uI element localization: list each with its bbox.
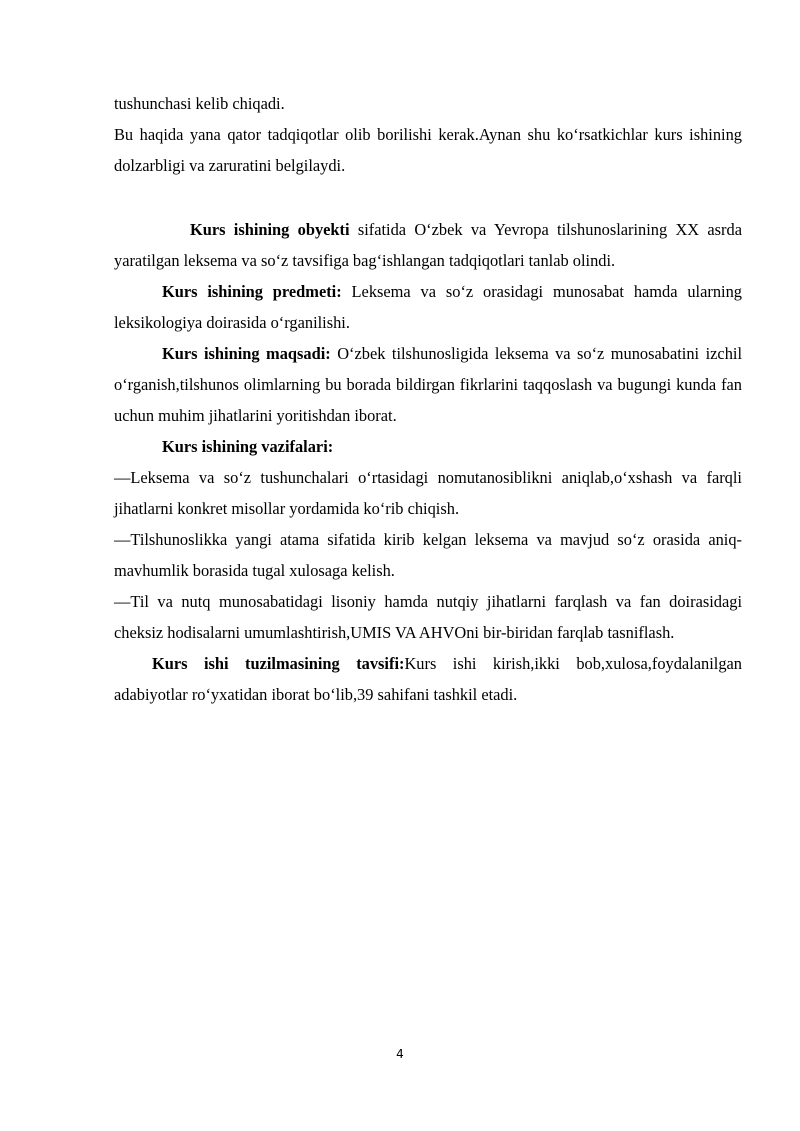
task-dash: — [114, 592, 131, 611]
document-body [114, 88, 742, 710]
spacer [114, 181, 742, 214]
object-text: sifatida O‘zbek va Yevropa tilshunoslarining XX asrda yaratilgan leksema va so‘z tavsifiga bag‘ishlangan tadqiqotlari tanlab olindi. [114, 220, 742, 270]
paragraph-structure [114, 648, 742, 710]
task-text: Tilshunoslikka yangi atama sifatida kirib kelgan leksema va mavjud so‘z orasida aniq-mavhumlik borasida tugal xulosaga kelish. [114, 530, 742, 580]
task-text: Til va nutq munosabatidagi lisoniy hamda nutqiy jihatlarni farqlash va fan doirasidagi cheksiz hodisalarni umumlashtirish,UMIS VA AHVOni bir-biridan farqlab tasniflash. [114, 592, 742, 642]
paragraph-goal [114, 338, 742, 431]
task-item [114, 462, 742, 524]
subject-heading: Kurs ishining predmeti: [162, 282, 342, 301]
task-dash: — [114, 468, 131, 487]
paragraph-relevance: Bu haqida yana qator tadqiqotlar olib borilishi kerak.Aynan shu ko‘rsatkichlar kurs ishining dolzarbligi va zaruratini belgilaydi. [114, 125, 742, 175]
paragraph-subject [114, 276, 742, 338]
tasks-heading-text: Kurs ishining vazifalari: [162, 437, 334, 456]
subject-text: Leksema va so‘z orasidagi munosabat hamda ularning leksikologiya doirasida o‘rganilishi. [114, 282, 742, 332]
object-heading: Kurs ishining obyekti [190, 220, 350, 239]
goal-text: O‘zbek tilshunosligida leksema va so‘z munosabatini izchil o‘rganish,tilshunos olimlarning bu borada bildirgan fikrlarini taqqoslash va bugungi kunda fan uchun muhim jihatlarini yoritishdan iborat. [114, 344, 742, 425]
structure-text: Kurs ishi kirish,ikki bob,xulosa,foydalanilgan adabiyotlar ro‘yxatidan iborat bo‘lib,39 sahifani tashkil etadi. [114, 654, 743, 704]
goal-heading: Kurs ishining maqsadi: [162, 344, 331, 363]
tasks-heading [114, 431, 742, 462]
paragraph-object [114, 214, 742, 276]
task-item [114, 524, 742, 586]
structure-heading: Kurs ishi tuzilmasining tavsifi: [152, 654, 405, 673]
page-number: 4 [396, 1047, 404, 1061]
paragraph-continuation: tushunchasi kelib chiqadi. [114, 94, 285, 113]
task-dash: — [114, 530, 131, 549]
task-text: Leksema va so‘z tushunchalari o‘rtasidagi nomutanosiblikni aniqlab,o‘xshash va farqli jihatlarni konkret misollar yordamida ko‘rib chiqish. [114, 468, 742, 518]
task-item [114, 586, 742, 648]
